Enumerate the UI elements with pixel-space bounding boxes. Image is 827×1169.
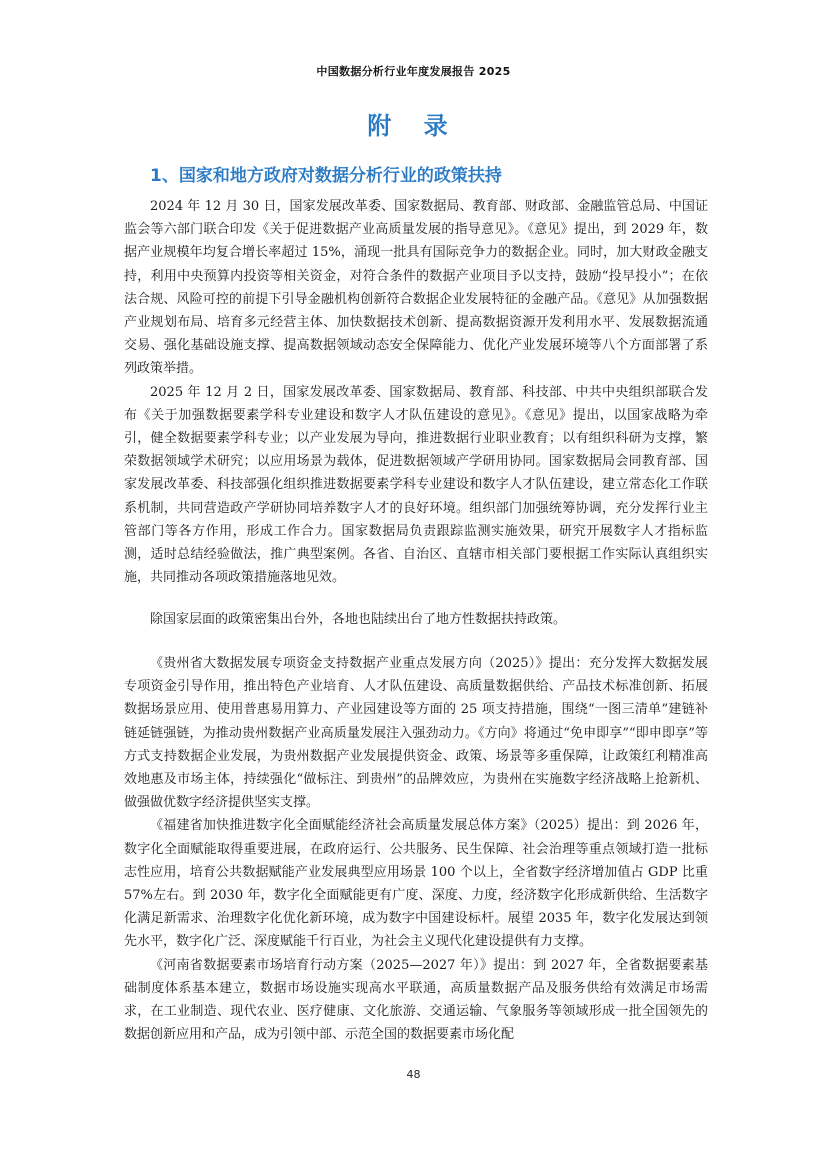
paragraph-henan: 《河南省数据要素市场培育行动方案（2025—2027 年）》提出：到 2027 年，全省数据要素基础制度体系基本建立，数据市场设施实现高水平联通，高质量数据产品及服务供给有效满足市场需求，在工业制造、现代农业、医疗健康、文化旅游、交通运输、气象服务等领域形成一批全国领先的数据创新应用和产品，成为引领中部、示范全国的数据要素市场化配 (124, 957, 708, 1043)
page-number: 48 (406, 1068, 421, 1081)
section-heading: 1、国家和地方政府对数据分析行业的政策扶持 (150, 166, 502, 186)
paragraph-local-intro: 除国家层面的政策密集出台外，各地也陆续出台了地方性数据扶持政策。 (150, 612, 567, 627)
paragraph-fujian: 《福建省加快推进数字化全面赋能经济社会高质量发展总体方案》（2025）提出：到 2026 年，数字化全面赋能取得重要进展，在政府运行、公共服务、民生保障、社会治理等重点领域打造一批标志性应用，培育公共数据赋能产业发展典型应用场景 100 个以上，全省数字经济增加值占 GDP 比重 57%左右。到 2030 年，数字化全面赋能更有广度、深度、力度，经济数字化形成新供给、生活数字化满足新需求、治理数字化优化新环境，成为数字中国建设标杆。展望 2035 年，数字化发展达到领先水平，数字化广泛、深度赋能千行百业，为社会主义现代化建设提供有力支撑。 (124, 818, 708, 950)
paragraph-national-policy-2024: 2024 年 12 月 30 日，国家发展改革委、国家数据局、教育部、财政部、金融监管总局、中国证监会等六部门联合印发《关于促进数据产业高质量发展的指导意见》。《意见》提出，到 2029 年，数据产业规模年均复合增长率超过 15%，涌现一批具有国际竞争力的数据企业。同时，加大财政金融支持，利用中央预算内投资等相关资金，对符合条件的数据产业项目予以支持，鼓励“投早投小”；在依法合规、风险可控的前提下引导金融机构创新符合数据企业发展特征的金融产品。《意见》从加强数据产业规划布局、培育多元经营主体、加快数据技术创新、提高数据资源开发利用水平、发展数据流通交易、强化基础设施支撑、提高数据领域动态安全保障能力、优化产业发展环境等八个方面部署了系列政策举措。 (124, 199, 708, 377)
paragraph-guizhou: 《贵州省大数据发展专项资金支持数据产业重点发展方向（2025）》提出：充分发挥大数据发展专项资金引导作用，推出特色产业培育、人才队伍建设、高质量数据供给、产品技术标准创新、拓展数据场景应用、使用普惠易用算力、产业园建设等方面的 25 项支持措施，围绕“一图三清单”建链补链延链强链，为推动贵州数据产业高质量发展注入强劲动力。《方向》将通过“免申即享”“即申即享”等方式支持数据企业发展，为贵州数据产业发展提供资金、政策、场景等多重保障，让政策红利精准高效地惠及市场主体，持续强化“做标注、到贵州”的品牌效应，为贵州在实施数字经济战略上抢新机、做强做优数字经济提供坚实支撑。 (124, 656, 708, 811)
paragraph-national-policy-2025: 2025 年 12 月 2 日，国家发展改革委、国家数据局、教育部、科技部、中共中央组织部联合发布《关于加强数据要素学科专业建设和数字人才队伍建设的意见》。《意见》提出，以国家战略为牵引，健全数据要素学科专业；以产业发展为导向，推进数据行业职业教育；以有组织科研为支撑，繁荣数据领域学术研究；以应用场景为载体，促进数据领域产学研用协同。国家数据局会同教育部、国家发展改革委、科技部强化组织推进数据要素学科专业建设和数字人才队伍建设，建立常态化工作联系机制，共同营造政产学研协同培养数字人才的良好环境。组织部门加强统筹协调，充分发挥行业主管部门等各方作用，形成工作合力。国家数据局负责跟踪监测实施效果，研究开展数字人才指标监测，适时总结经验做法，推广典型案例。各省、自治区、直辖市相关部门要根据工作实际认真组织实施，共同推动各项政策措施落地见效。 (124, 384, 708, 586)
page-title: 附 录 (367, 112, 460, 140)
running-header: 中国数据分析行业年度发展报告 2025 (316, 65, 511, 78)
body-block-local (124, 652, 708, 1046)
body-block-national (124, 195, 708, 589)
body-block-transition (124, 608, 708, 631)
